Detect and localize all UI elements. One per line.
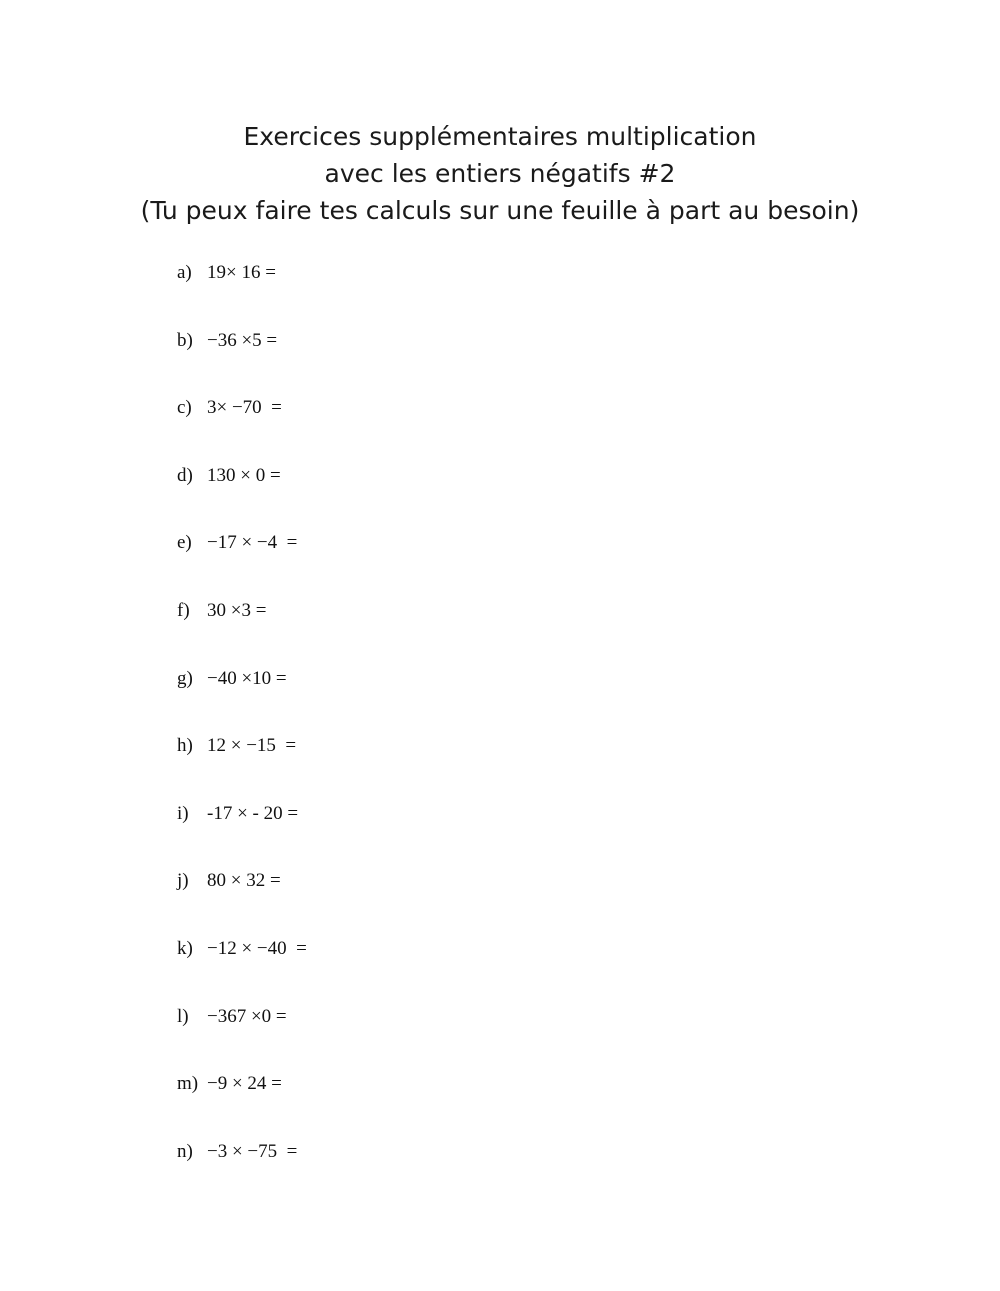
exercise-label: j) — [177, 870, 189, 892]
exercise-item-m — [177, 1069, 307, 1137]
exercise-expression: −36 ×5 = — [207, 329, 278, 351]
exercise-expression: 30 ×3 = — [207, 599, 267, 621]
exercise-item-g — [177, 664, 307, 732]
exercise-expression: 80 × 32 = — [207, 870, 281, 892]
exercise-item-j — [177, 866, 307, 934]
title-line-1: Exercices supplémentaires multiplication — [243, 122, 757, 151]
title-line-2: avec les entiers négatifs #2 — [324, 159, 676, 188]
exercise-item-h — [177, 731, 307, 799]
exercise-label: i) — [177, 802, 189, 824]
exercise-label: n) — [177, 1140, 193, 1162]
exercise-expression: −12 × −40 = — [207, 937, 307, 959]
exercise-list — [177, 258, 307, 1204]
exercise-item-a — [177, 258, 307, 326]
exercise-expression: −40 ×10 = — [207, 667, 287, 689]
exercise-expression: 130 × 0 = — [207, 464, 281, 486]
exercise-expression: 19× 16 = — [207, 262, 276, 283]
exercise-item-f — [177, 596, 307, 664]
page-title — [0, 118, 1000, 229]
exercise-label: k) — [177, 937, 193, 959]
exercise-label: a) — [177, 262, 192, 283]
exercise-label: m) — [177, 1073, 199, 1095]
exercise-item-n — [177, 1137, 307, 1205]
exercise-item-i — [177, 799, 307, 867]
exercise-label: g) — [177, 667, 193, 689]
exercise-item-k — [177, 934, 307, 1002]
exercise-expression: -17 × - 20 = — [207, 802, 299, 824]
exercise-expression: 12 × −15 = — [207, 735, 297, 757]
exercise-expression: −3 × −75 = — [207, 1140, 298, 1162]
exercise-item-b — [177, 326, 307, 394]
exercise-label: e) — [177, 532, 192, 554]
exercise-label: f) — [177, 599, 190, 621]
exercise-label: b) — [177, 329, 193, 351]
exercise-item-e — [177, 528, 307, 596]
exercise-label: c) — [177, 397, 192, 419]
title-line-3: (Tu peux faire tes calculs sur une feuille à part au besoin) — [140, 196, 860, 225]
exercise-expression: −367 ×0 = — [207, 1005, 287, 1027]
exercise-expression: −17 × −4 = — [207, 532, 298, 554]
exercise-label: h) — [177, 735, 193, 757]
exercise-expression: 3× −70 = — [207, 397, 282, 419]
exercise-item-l — [177, 1002, 307, 1070]
exercise-expression: −9 × 24 = — [207, 1073, 282, 1095]
exercise-item-c — [177, 393, 307, 461]
exercise-label: d) — [177, 464, 193, 486]
exercise-label: l) — [177, 1005, 189, 1027]
exercise-item-d — [177, 461, 307, 529]
